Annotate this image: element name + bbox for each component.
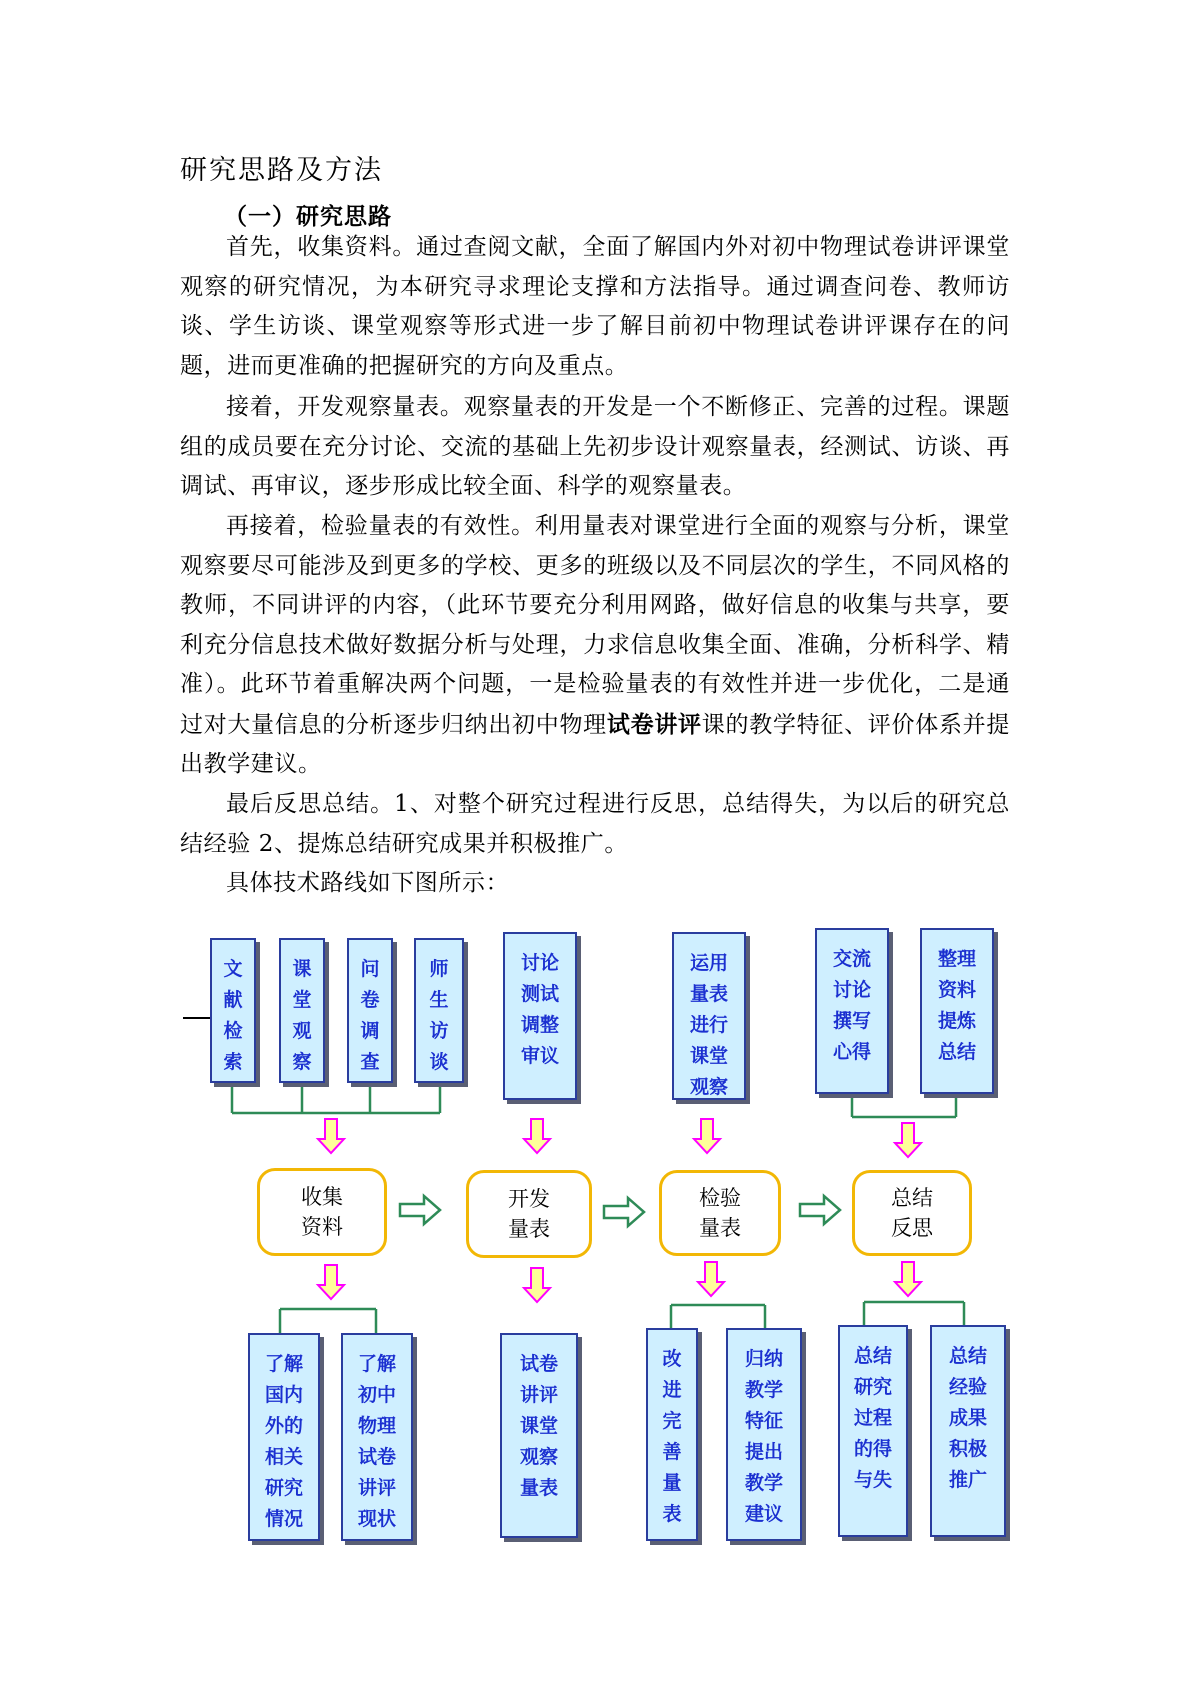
paragraph-verify-text-a: 再接着，检验量表的有效性。利用量表对课堂进行全面的观察与分析，课堂观察要尽可能涉及到更多的学校、更多的班级以及不同层次的学生，不同风格的教师，不同讲评的内容，（此环节要充分利用网路，做好信息的收集与共享，要利充分信息技术做好数据分析与处理，力求信息收集全面、准确，分析科学、精准）。此环节着重解决两个问题，一是检验量表的有效性并进一步优化，二是通过对大量信息的分析逐步归纳出初中物理 bbox=[180, 513, 1010, 738]
down-arrow-verify-bottom bbox=[698, 1262, 724, 1296]
down-arrow-collect-bottom bbox=[318, 1265, 344, 1299]
down-arrow-summary-bottom bbox=[895, 1262, 921, 1296]
down-arrow-develop-bottom bbox=[524, 1268, 550, 1302]
box-label: 文 献 检 索 bbox=[223, 958, 243, 1073]
box-discuss-test bbox=[503, 932, 577, 1100]
bottom-connector-collect bbox=[280, 1309, 376, 1333]
section-heading: 研究思路及方法 bbox=[180, 155, 383, 186]
box-apply-scale bbox=[672, 932, 746, 1100]
down-arrow-collect-top bbox=[318, 1119, 344, 1153]
box-label: 讨论 测试 调整 审议 bbox=[520, 952, 559, 1067]
box-label: 问 卷 调 查 bbox=[360, 958, 380, 1073]
subsection-heading: （一）研究思路 bbox=[224, 203, 392, 230]
stage-summary bbox=[852, 1170, 972, 1256]
box-label: 交流 讨论 撰写 心得 bbox=[832, 948, 871, 1063]
box-label: 了解 初中 物理 试卷 讲评 现状 bbox=[357, 1353, 396, 1530]
stage-label: 开发 量表 bbox=[508, 1187, 550, 1241]
box-label: 整理 资料 提炼 总结 bbox=[937, 948, 976, 1063]
box-domestic-foreign-research bbox=[248, 1333, 320, 1541]
stage-collect bbox=[257, 1168, 387, 1256]
stage-develop bbox=[466, 1170, 592, 1258]
box-label: 运用 量表 进行 课堂 观察 bbox=[689, 952, 728, 1098]
box-exchange-discuss bbox=[815, 928, 889, 1094]
box-label: 了解 国内 外的 相关 研究 情况 bbox=[264, 1353, 303, 1530]
box-literature-search bbox=[210, 938, 256, 1083]
box-label: 师 生 访 谈 bbox=[429, 958, 449, 1073]
box-promote-results bbox=[930, 1325, 1006, 1537]
box-questionnaire bbox=[347, 938, 393, 1083]
box-label: 改 进 完 善 量 表 bbox=[662, 1348, 682, 1525]
box-current-status bbox=[341, 1333, 413, 1541]
stage-label: 检验 量表 bbox=[699, 1186, 741, 1240]
down-arrow-develop-top bbox=[524, 1119, 550, 1153]
paragraph-summary: 最后反思总结。1、对整个研究过程进行反思，总结得失，为以后的研究总结经验 2、提炼总结研究成果并积极推广。 bbox=[180, 791, 1010, 857]
bottom-connector-summary bbox=[864, 1302, 964, 1325]
down-arrow-summary-top bbox=[895, 1123, 921, 1157]
box-label: 试卷 讲评 课堂 观察 量表 bbox=[519, 1353, 558, 1499]
box-classroom-observation bbox=[279, 938, 325, 1083]
right-arrow-2 bbox=[604, 1198, 644, 1226]
right-arrow-1 bbox=[400, 1196, 440, 1224]
box-organize-materials bbox=[920, 928, 994, 1094]
box-process-review bbox=[838, 1325, 908, 1537]
box-label: 总结 研究 过程 的得 与失 bbox=[853, 1345, 892, 1491]
stage-label: 收集 资料 bbox=[301, 1185, 343, 1239]
box-teaching-features bbox=[726, 1328, 802, 1541]
box-improve-scale bbox=[646, 1328, 698, 1541]
paragraph-verify bbox=[180, 507, 1010, 785]
right-arrow-3 bbox=[800, 1196, 840, 1224]
box-interviews bbox=[414, 938, 464, 1083]
paragraph-develop: 接着，开发观察量表。观察量表的开发是一个不断修正、完善的过程。课题组的成员要在充分讨论、交流的基础上先初步设计观察量表，经测试、访谈、再调试、再审议，逐步形成比较全面、科学的观察量表。 bbox=[180, 394, 1010, 499]
stage-verify bbox=[659, 1170, 781, 1256]
bottom-connector-verify bbox=[671, 1305, 765, 1328]
paragraph-collect: 首先，收集资料。通过查阅文献，全面了解国内外对初中物理试卷讲评课堂观察的研究情况，为本研究寻求理论支撑和方法指导。通过调查问卷、教师访谈、学生访谈、课堂观察等形式进一步了解目前初中物理试卷讲评课存在的问题，进而更准确的把握研究的方向及重点。 bbox=[180, 234, 1010, 379]
stage-label: 总结 反思 bbox=[891, 1186, 933, 1240]
paragraph-diagram-intro: 具体技术路线如下图所示： bbox=[226, 870, 510, 896]
top-connector-summary bbox=[852, 1094, 956, 1117]
top-connector-collect bbox=[232, 1083, 440, 1113]
box-label: 总结 经验 成果 积极 推广 bbox=[948, 1345, 987, 1491]
box-label: 归纳 教学 特征 提出 教学 建议 bbox=[744, 1348, 783, 1525]
box-observation-scale bbox=[500, 1333, 578, 1538]
down-arrow-verify-top bbox=[694, 1119, 720, 1153]
paragraph-verify-highlight: 试卷讲评 bbox=[606, 710, 702, 738]
paragraph-verify-text-c: 课的教学特征、评价体系并提出教学建议。 bbox=[180, 711, 1010, 777]
box-label: 课 堂 观 察 bbox=[292, 958, 312, 1073]
